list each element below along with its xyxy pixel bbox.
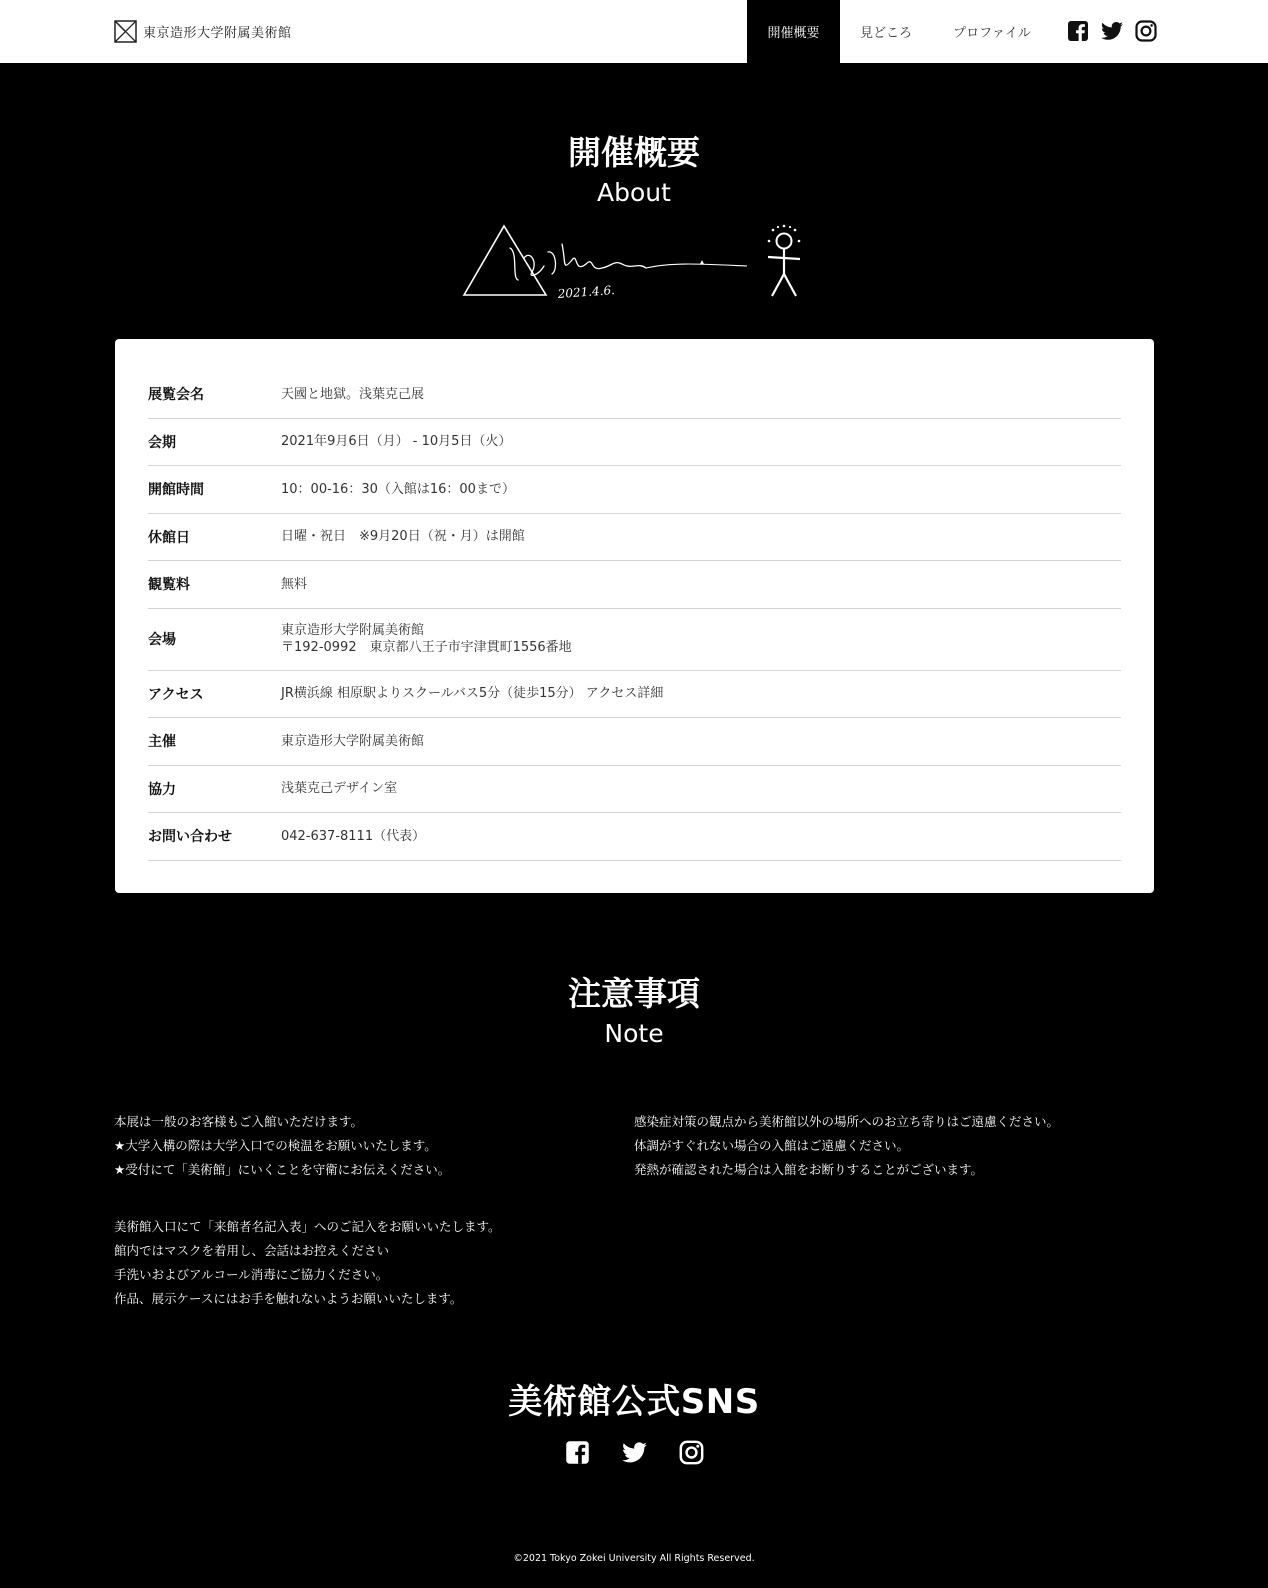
- note-line: 感染症対策の観点から美術館以外の場所へのお立ち寄りはご遠慮ください。: [634, 1114, 1060, 1129]
- note-line: 発熱が確認された場合は入館をお断りすることがございます。: [634, 1162, 984, 1177]
- info-label: 観覧料: [148, 577, 190, 594]
- venue-name: 東京造形大学附属美術館: [281, 623, 425, 638]
- info-label: 会場: [148, 632, 176, 648]
- note-line: 館内ではマスクを着用し、会話はお控えください: [114, 1243, 390, 1258]
- facebook-icon[interactable]: [1066, 19, 1090, 43]
- note-line: ★大学入構の際は大学入口での検温をお願いいたします。: [114, 1138, 437, 1153]
- logo-text: 東京造形大学附属美術館: [143, 26, 292, 41]
- table-row: [148, 609, 1121, 671]
- info-label: アクセス: [148, 686, 204, 703]
- nav-item-about[interactable]: 開催概要: [747, 0, 840, 63]
- table-row: [148, 813, 1121, 861]
- envelope-cross-mark-icon: [114, 20, 137, 43]
- about-subtitle: About: [597, 178, 671, 207]
- phone-number: 042-637-8111（代表）: [281, 828, 426, 844]
- info-label: お問い合わせ: [148, 829, 232, 846]
- exhibition-info-card: [115, 339, 1154, 893]
- note-line: 本展は一般のお客様もご入館いただけます。: [114, 1114, 364, 1129]
- site-logo[interactable]: [114, 20, 292, 43]
- footer-sns-links: [564, 1439, 705, 1466]
- info-value: 2021年9月6日（月） - 10月5日（火）: [281, 434, 512, 450]
- note-block-entry: [114, 1110, 450, 1182]
- note-line: 作品、展示ケースにはお手を触れないようお願いいたします。: [114, 1291, 463, 1306]
- note-title: 注意事項: [568, 974, 700, 1013]
- table-row: [148, 671, 1121, 719]
- note-line: ★受付にて「美術館」にいくことを守衛にお伝えください。: [114, 1162, 451, 1177]
- copyright: ©2021 Tokyo Zokei University All Rights Reserved.: [513, 1553, 755, 1564]
- site-header: [0, 0, 1268, 63]
- note-subtitle: Note: [604, 1019, 664, 1048]
- table-row: [148, 718, 1121, 766]
- note-line: 美術館入口にて「来館者名記入表」へのご記入をお願いいたします。: [114, 1219, 501, 1234]
- info-value: 天國と地獄。浅葉克己展: [281, 386, 425, 402]
- instagram-icon[interactable]: [1134, 19, 1158, 43]
- twitter-icon[interactable]: [1100, 19, 1124, 43]
- header-sns-links: [1066, 19, 1158, 43]
- info-label: 会期: [148, 434, 176, 451]
- table-row: [148, 371, 1121, 419]
- note-line: 手洗いおよびアルコール消毒にご協力ください。: [114, 1267, 389, 1282]
- info-value: [281, 622, 572, 656]
- exhibition-info-table: [148, 371, 1121, 861]
- venue-address: 〒192-0992 東京都八王子市宇津貫町1556番地: [281, 640, 572, 655]
- table-row: [148, 466, 1121, 514]
- main-nav: [747, 0, 1052, 63]
- table-row: [148, 561, 1121, 609]
- access-info-link[interactable]: JR横浜線 相原駅よりスクールバス5分（徒歩15分） アクセス詳細: [281, 686, 664, 702]
- note-line: 体調がすぐれない場合の入館はご遠慮ください。: [634, 1138, 910, 1153]
- info-label: 主催: [148, 734, 176, 751]
- info-label: 協力: [148, 781, 176, 798]
- info-label: 開館時間: [148, 482, 204, 499]
- info-value: 浅葉克己デザイン室: [281, 781, 398, 797]
- nav-item-profile[interactable]: プロファイル: [953, 26, 1031, 41]
- twitter-icon[interactable]: [621, 1439, 648, 1466]
- note-block-manners: [114, 1215, 501, 1311]
- table-row: [148, 514, 1121, 562]
- info-value: 無料: [281, 576, 308, 592]
- sns-title: 美術館公式SNS: [508, 1382, 760, 1422]
- stick-figure-icon: [768, 225, 801, 296]
- table-row: [148, 419, 1121, 467]
- info-label: 展覧会名: [148, 387, 204, 404]
- instagram-icon[interactable]: [678, 1439, 705, 1466]
- info-value: 東京造形大学附属美術館: [281, 733, 425, 749]
- signature-date: 2021.4.6.: [557, 283, 616, 301]
- info-value: 10：00-16：30（入館は16：00まで）: [281, 481, 515, 497]
- table-row: [148, 766, 1121, 814]
- nav-item-highlights[interactable]: 見どころ: [859, 26, 912, 41]
- facebook-icon[interactable]: [564, 1439, 591, 1466]
- about-title: 開催概要: [568, 133, 700, 172]
- info-label: 休館日: [148, 529, 190, 546]
- info-value: 日曜・祝日 ※9月20日（祝・月）は開館: [281, 529, 525, 545]
- note-block-infection: [634, 1110, 1059, 1182]
- artist-signature-image: [462, 222, 812, 304]
